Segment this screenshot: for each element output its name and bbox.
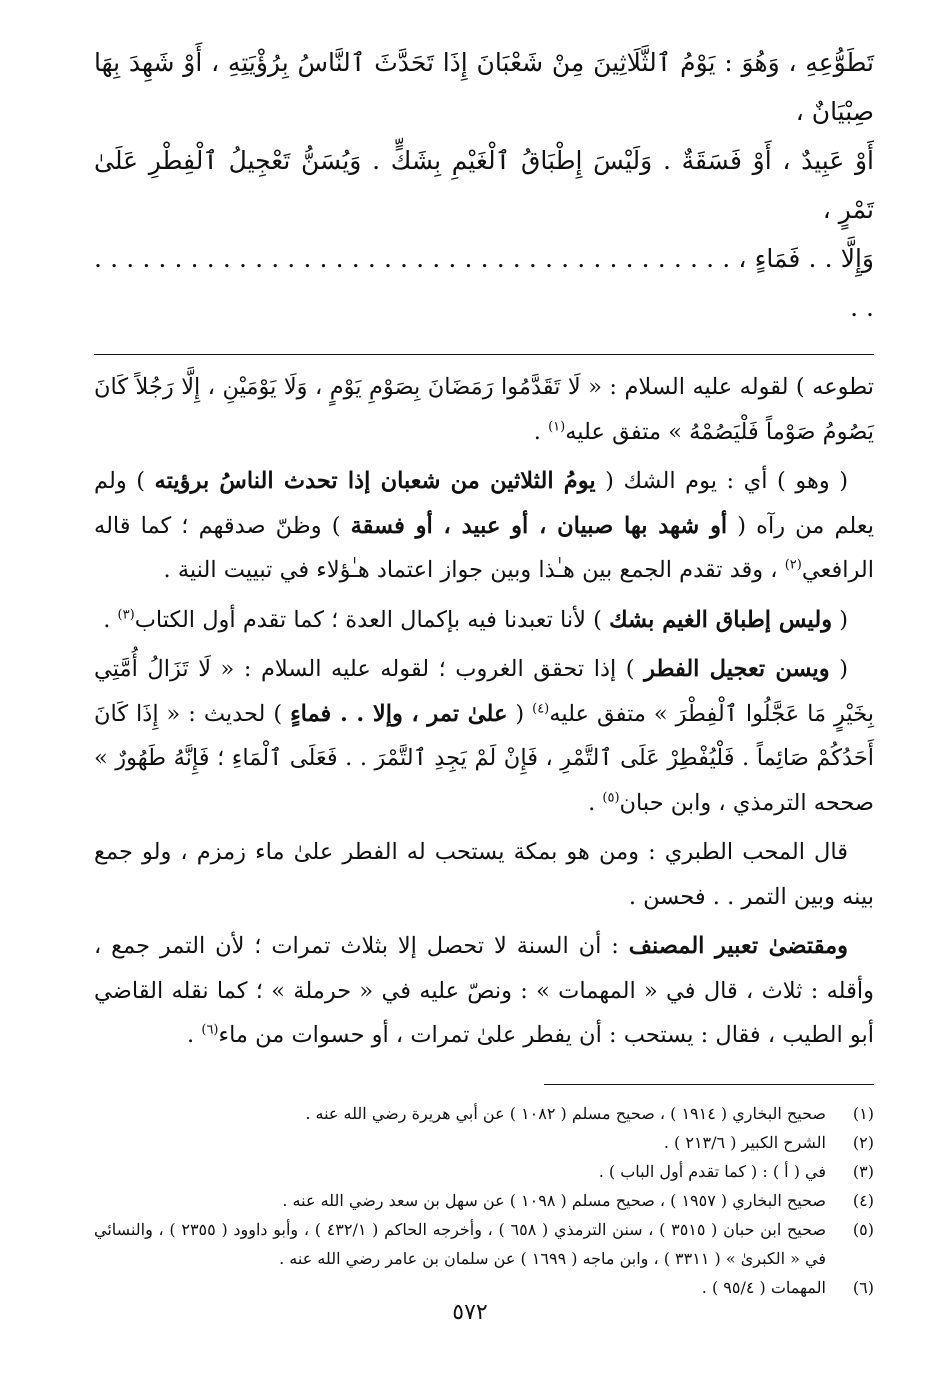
text-run: ) لحديث : « إِذَا كَانَ أَحَدُكُمْ صَائِماً . فَلْيُفْطِرْ عَلَى ٱلتَّمْرِ ، فَإِنْ لَمْ يَجِدِ ٱلتَّمْرَ . . فَعَلَى ٱلْمَاءِ ؛ فَإِنَّهُ طَهُورٌ » صححه الترمذي ، وابن حبان [94,700,874,816]
matn-line: أَوْ عَبِيدٌ ، أَوْ فَسَقَةٌ . وَلَيْسَ إِطْبَاقُ ٱلْغَيْمِ بِشَكٍّ . وَيُسَنُّ تَعْجِيلُ ٱلْفِطْرِ عَلَىٰ تَمْرٍ ، [94,146,874,224]
footnote-ref[interactable]: (١) [548,419,566,434]
commentary-paragraph [94,365,874,454]
matn-text [94,38,874,332]
footnote-ref[interactable]: (٣) [117,607,135,622]
text-run: ) لأنا تعبدنا فيه بإكمال العدة ؛ كما تقدم أول الكتاب [134,606,610,633]
commentary-paragraph [94,598,874,643]
commentary-paragraph [94,924,874,1058]
footnote-text: الشرح الكبير ( ٢١٣/٦ ) . [663,1132,826,1152]
footnote-item [94,1186,874,1215]
quoted-matn: وليس إطباق الغيم بشك [609,606,833,633]
text-run: : أن السنة لا تحصل إلا بثلاث تمرات ؛ لأن التمر جمع ، وأقله : ثلاث ، قال في « المهمات » : ونصّ عليه في « حرملة » ؛ كما نقله القاضي أبو الطيب ، فقال : يستحب : أن يفطر علىٰ تمرات ، أو حسوات من ماء [94,933,874,1048]
quoted-matn: علىٰ تمر ، وإلا . . فماءٍ [290,700,508,727]
text-run: . [588,789,603,816]
text-run: ( وهو ) أي : يوم الشك ( [595,468,848,494]
quoted-matn: أو شهد بها صبيان ، أو عبيد ، أو فسقة [350,512,728,539]
footnote-number: (٢) [852,1132,874,1152]
quoted-matn: يومُ الثلاثين من شعبان إذا تحدث الناسُ برؤيته [154,468,596,494]
text-run: تطوعه ) لقوله عليه السلام : « لَا تَقَدَّمُوا رَمَضَانَ بِصَوْمِ يَوْمٍ ، وَلَا يَوْمَيْنِ ، إِلَّا رَجُلاً كَانَ يَصُومُ صَوْماً فَلْيَصُمْهُ » متفق عليه [94,374,874,445]
ellipsis-dots: . . . . . . . . . . . . . . . . . . . . . . . . . . . . . . . . . . . . . . . . . . [94,244,874,322]
footnote-item [94,1157,874,1186]
commentary-paragraph [94,647,874,825]
page-number: ٥٧٢ [452,1300,488,1325]
commentary-text [94,365,874,1058]
footnote-ref[interactable]: (٤) [532,701,550,716]
matn-line [94,234,874,332]
text-run: . [103,606,118,633]
commentary-paragraph [94,459,874,593]
footnote-item [94,1128,874,1157]
footnote-divider [544,1084,874,1085]
matn-line: تَطَوُّعِهِ ، وَهُوَ : يَوْمُ ٱلثَّلَاثِينَ مِنْ شَعْبَانَ إِذَا تَحَدَّثَ ٱلنَّاسُ بِرُؤْيَتِهِ ، أَوْ شَهِدَ بِهَا صِبْيَانٌ ، [94,48,874,126]
text-run: . [533,418,549,445]
section-divider [94,354,874,355]
matn-line-text: وَإِلَّا . . فَمَاءٍ ، [738,244,875,273]
footnote-ref[interactable]: (٥) [602,790,620,805]
text-run: ( [832,606,848,633]
footnote-item [94,1273,874,1302]
footnote-number: (٥) [852,1219,874,1239]
text-run: ) ولم يعلم من رآه ( [94,468,875,539]
footnote-ref[interactable]: (٢) [784,557,802,573]
text-run: . [187,1022,202,1048]
quoted-matn: ومقتضىٰ تعبير المصنف [628,933,848,959]
text-run: ) إذا تحقق الغروب ؛ لقوله عليه السلام : « لَا تَزَالُ أُمَّتِي بِخَيْرٍ مَا عَجَّلُوا ٱلْفِطْرَ » متفق عليه [94,656,874,727]
text-run: ( [507,700,533,727]
footnote-text: صحيح البخاري ( ١٩٥٧ ) ، صحيح مسلم ( ١٠٩٨ ) عن سهل بن سعد رضي الله عنه . [282,1190,826,1210]
text-run: ) وظنّ صدقهم ؛ كما قاله الرافعي [94,512,874,583]
footnote-text: المهمات ( ٩٥/٤ ) . [701,1277,826,1297]
footnote-item [94,1099,874,1128]
footnotes [94,1099,874,1302]
text-run: ، وقد تقدم الجمع بين هـٰذا وبين جواز اعتماد هـٰؤلاء في تبييت النية . [163,557,785,583]
footnote-number: (١) [852,1103,874,1123]
footnote-number: (٤) [852,1190,874,1210]
footnote-item [94,1215,874,1273]
footnote-text: صحيح البخاري ( ١٩١٤ ) ، صحيح مسلم ( ١٠٨٢ ) عن أبي هريرة رضي الله عنه . [305,1103,826,1123]
footnote-ref[interactable]: (٦) [201,1022,219,1038]
footnote-number: (٣) [852,1161,874,1181]
footnote-text: في ( أ ) : ( كما تقدم أول الباب ) . [598,1161,826,1181]
footnote-text: صحيح ابن حبان ( ٣٥١٥ ) ، سنن الترمذي ( ٦٥٨ ) ، وأخرجه الحاكم ( ٤٣٢/١ ) ، وأبو داوود ( ٢٣٥٥ ) ، والنسائي في « الكبرىٰ » ( ٣٣١١ ) ، وابن ماجه ( ١٦٩٩ ) عن سلمان بن عامر رضي الله عنه . [94,1219,827,1268]
text-run: ( [829,656,848,682]
quoted-matn: ويسن تعجيل الفطر [644,656,830,682]
commentary-paragraph: قال المحب الطبري : ومن هو بمكة يستحب له الفطر علىٰ ماء زمزم ، ولو جمع بينه وبين التمر . . فحسن . [94,839,874,910]
footnote-number: (٦) [852,1277,874,1297]
